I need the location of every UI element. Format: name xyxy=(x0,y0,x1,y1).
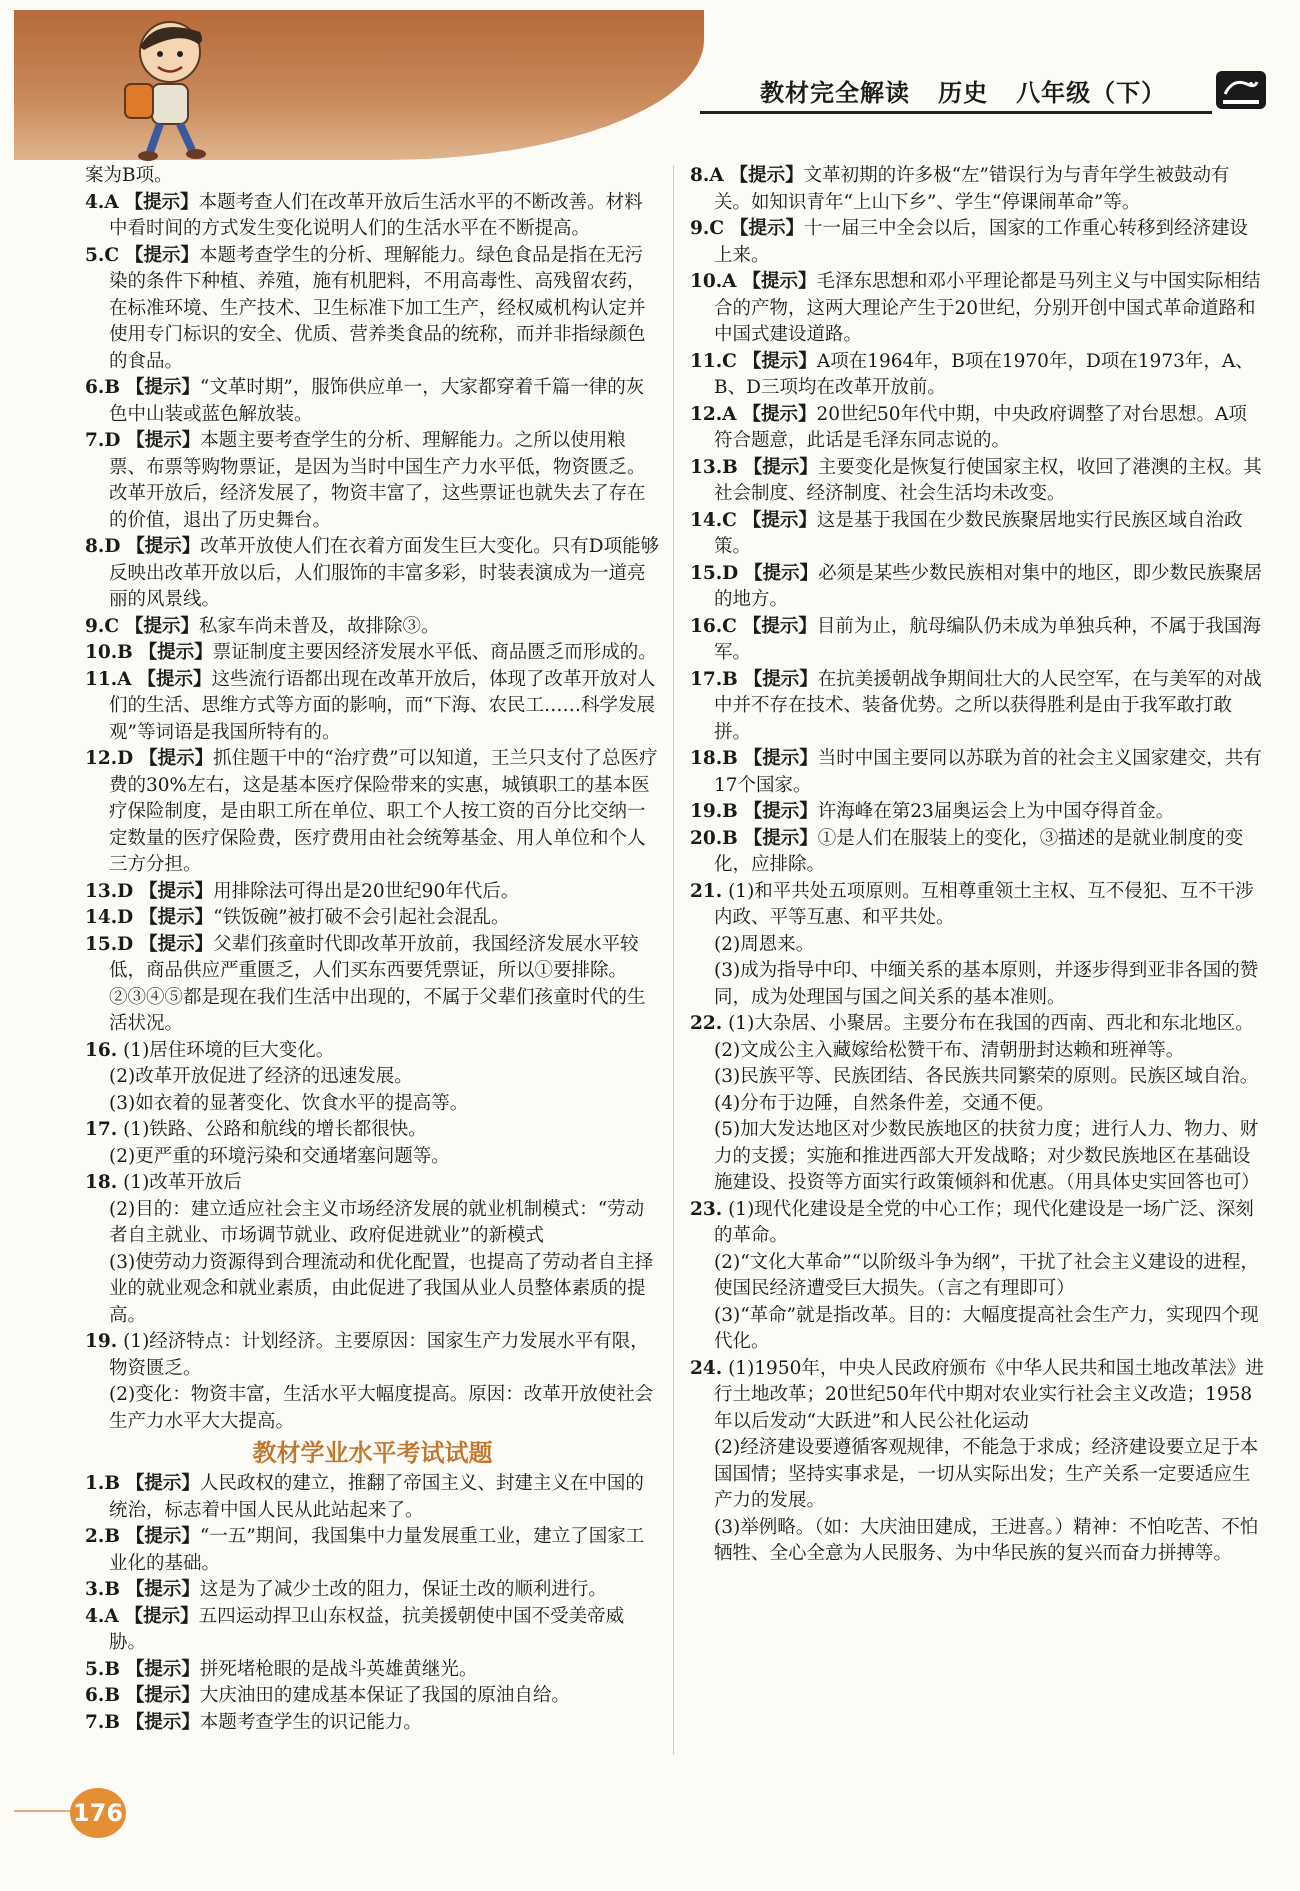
answer-number: 19. xyxy=(85,1331,118,1352)
answer-text: (1)大杂居、小聚居。主要分布在我国的西南、西北和东北地区。 xyxy=(728,1013,1254,1034)
answer-item xyxy=(690,1038,1265,1065)
hint-label: 【提示】 xyxy=(743,801,818,822)
answer-text: 案为B项。 xyxy=(85,165,173,186)
answer-item xyxy=(85,932,660,1038)
hint-label: 【提示】 xyxy=(743,827,818,849)
answer-number: 12.D xyxy=(85,748,134,769)
hint-label: 【提示】 xyxy=(139,880,214,902)
answer-item xyxy=(85,614,660,641)
hint-label: 【提示】 xyxy=(744,562,819,584)
answer-number: 10.B xyxy=(85,642,133,663)
answer-number: 24. xyxy=(690,1357,723,1379)
answer-item xyxy=(85,375,660,428)
answer-text: “铁饭碗”被打破不会引起社会混乱。 xyxy=(213,907,510,928)
answer-text: (2)经济建设要遵循客观规律，不能急于求成；经济建设要立足于本国国情；坚持实事求是，一切从实际出发；生产关系一定要适应生产力的发展。 xyxy=(714,1437,1259,1511)
hint-label: 【提示】 xyxy=(124,191,199,213)
answer-item xyxy=(85,1250,660,1330)
hint-label: 【提示】 xyxy=(125,1658,200,1680)
answer-item xyxy=(690,1250,1265,1303)
answer-text: (2)变化：物资丰富，生活水平大幅度提高。原因：改革开放使社会生产力水平大大提高。 xyxy=(109,1384,654,1432)
answer-text: 在抗美援朝战争期间壮大的人民空军，在与美军的对战中并不存在技术、装备优势。之所以获得胜利是由于我军敢打敢拼。 xyxy=(714,668,1262,743)
answer-item xyxy=(85,1197,660,1250)
answer-item xyxy=(85,190,660,243)
answer-text: 20世纪50年代中期，中央政府调整了对台思想。A项符合题意，此话是毛泽东同志说的。 xyxy=(714,403,1247,451)
answer-text: (2)更严重的环境污染和交通堵塞问题等。 xyxy=(109,1145,450,1167)
answer-item xyxy=(690,826,1265,879)
answer-item xyxy=(85,879,660,906)
answer-text: 父辈们孩童时代即改革开放前，我国经济发展水平较低，商品供应严重匮乏，人们买东西要凭票证，所以①要排除。②③④⑤都是现在我们生活中出现的，不属于父辈们孩童时代的生活状况。 xyxy=(109,933,646,1034)
answer-number: 8.D xyxy=(85,536,121,557)
page-header xyxy=(700,65,1270,115)
answer-number: 20.B xyxy=(690,827,738,849)
answer-number: 18.B xyxy=(690,748,738,769)
answer-item xyxy=(85,1710,660,1737)
answer-text: 拼死堵枪眼的是战斗英雄黄继光。 xyxy=(199,1658,478,1680)
answer-number: 18. xyxy=(85,1172,118,1193)
answer-text: (2)文成公主入藏嫁给松赞干布、清朝册封达赖和班禅等。 xyxy=(714,1039,1185,1061)
answer-number: 8.A xyxy=(690,165,724,186)
answer-text: “文革时期”，服饰供应单一，大家都穿着千篇一律的灰色中山装或蓝色解放装。 xyxy=(109,377,645,425)
answer-text: 本题主要考查学生的分析、理解能力。之所以使用粮票、布票等购物票证，是因为当时中国生产力水平低，物资匮乏。改革开放后，经济发展了，物资丰富了，这些票证也就失去了存在的价值，退出了历史舞台。 xyxy=(109,430,646,531)
hint-label: 【提示】 xyxy=(729,218,804,239)
hint-label: 【提示】 xyxy=(125,1579,200,1600)
answer-text: 用排除法可得出是20世纪90年代后。 xyxy=(213,880,520,902)
answer-text: 大庆油田的建成基本保证了我国的原油自给。 xyxy=(199,1685,570,1706)
answer-number: 19.B xyxy=(690,801,738,822)
answer-number: 13.D xyxy=(85,880,134,902)
answer-item xyxy=(690,455,1265,508)
answer-item xyxy=(85,428,660,534)
answer-item xyxy=(85,1091,660,1118)
answer-item xyxy=(690,508,1265,561)
answer-item xyxy=(85,1577,660,1604)
hint-label: 【提示】 xyxy=(126,536,201,557)
hint-label: 【提示】 xyxy=(742,615,817,637)
answer-text: 主要变化是恢复行使国家主权，收回了港澳的主权。其社会制度、经济制度、社会生活均未改变。 xyxy=(714,456,1262,504)
hint-label: 【提示】 xyxy=(729,165,804,186)
answer-item xyxy=(690,269,1265,349)
answer-item xyxy=(690,1011,1265,1038)
answer-text: (1)铁路、公路和航线的增长都很快。 xyxy=(123,1119,427,1140)
answer-item xyxy=(85,534,660,614)
answer-text: (3)举例略。（如：大庆油田建成，王进喜。）精神：不怕吃苦、不怕牺牲、全心全意为人民服务、为中华民族的复兴而奋力拼搏等。 xyxy=(714,1516,1259,1564)
answer-text: 私家车尚未普及，故排除③。 xyxy=(198,615,440,637)
hint-label: 【提示】 xyxy=(125,377,200,398)
answer-item xyxy=(690,1515,1265,1568)
hint-label: 【提示】 xyxy=(139,933,214,955)
hint-label: 【提示】 xyxy=(124,615,199,637)
hint-label: 【提示】 xyxy=(139,748,214,769)
answer-number: 6.B xyxy=(85,1685,120,1706)
answer-text: (3)民族平等、民族团结、各民族共同繁荣的原则。民族区域自治。 xyxy=(714,1066,1259,1087)
answer-item xyxy=(85,905,660,932)
answer-item xyxy=(85,1524,660,1577)
answer-text: 毛泽东思想和邓小平理论都是马列主义与中国实际相结合的产物，这两大理论产生于20世纪，分别开创中国式革命道路和中国式建设道路。 xyxy=(714,271,1261,345)
answer-text: (2)目的：建立适应社会主义市场经济发展的就业机制模式：“劳动者自主就业、市场调节就业、政府促进就业”的新模式 xyxy=(109,1198,645,1246)
answer-text: (3)使劳动力资源得到合理流动和优化配置，也提高了劳动者自主择业的就业观念和就业素质，由此促进了我国从业人员整体素质的提高。 xyxy=(109,1251,654,1326)
answer-text: 票证制度主要因经济发展水平低、商品匮乏而形成的。 xyxy=(212,642,657,663)
hint-label: 【提示】 xyxy=(139,907,214,928)
page-number: 176 xyxy=(70,1788,126,1838)
answer-number: 7.B xyxy=(85,1711,120,1733)
answer-number: 15.D xyxy=(85,933,134,955)
answer-text: (1)1950年，中央人民政府颁布《中华人民共和国土地改革法》进行土地改革；20世纪50年代中期对农业实行社会主义改造；1958年以后发动“大跃进”和人民公社化运动 xyxy=(714,1357,1264,1432)
hint-label: 【提示】 xyxy=(125,1685,200,1706)
answer-item xyxy=(690,932,1265,959)
answer-text: (1)改革开放后 xyxy=(123,1172,242,1193)
answer-text: 本题考查学生的分析、理解能力。绿色食品是指在无污染的条件下种植、养殖，施有机肥料，不用高毒性、高残留农药，在标准环境、生产技术、卫生标准下加工生产，经权威机构认定并使用专门标识的安全、优质、营养类食品的统称，而并非指绿颜色的食品。 xyxy=(109,244,646,372)
hint-label: 【提示】 xyxy=(742,509,817,531)
answer-text: 抓住题干中的“治疗费”可以知道，王兰只支付了总医疗费的30%左右，这是基本医疗保险带来的实惠，城镇职工的基本医疗保险制度，是由职工所在单位、职工个人按工资的百分比交纳一定数量的医疗保险费，医疗费用由社会统筹基金、用人单位和个人三方分担。 xyxy=(109,748,658,875)
answer-number: 14.C xyxy=(690,509,737,531)
answer-item xyxy=(690,1303,1265,1356)
answer-item xyxy=(690,879,1265,932)
answer-item xyxy=(85,243,660,376)
answer-item xyxy=(85,667,660,747)
answer-number: 3.B xyxy=(85,1579,120,1600)
answer-text: (1)和平共处五项原则。互相尊重领土主权、互不侵犯、互不干涉内政、平等互惠、和平共处。 xyxy=(714,880,1254,928)
answer-text: (5)加大发达地区对少数民族地区的扶贫力度；进行人力、物力、财力的支援；实施和推进西部大开发战略；对少数民族地区在基础设施建设、投资等方面实行政策倾斜和优惠。（用具体史实回答也可） xyxy=(714,1119,1260,1193)
answer-item xyxy=(85,1471,660,1524)
answer-number: 5.C xyxy=(85,244,120,266)
answer-text: (3)成为指导中印、中缅关系的基本原则，并逐步得到亚非各国的赞同，成为处理国与国之间关系的基本准则。 xyxy=(714,960,1259,1008)
answer-item xyxy=(690,1091,1265,1118)
hint-label: 【提示】 xyxy=(743,456,818,478)
answer-text: 改革开放使人们在衣着方面发生巨大变化。只有D项能够反映出改革开放以后，人们服饰的丰富多彩，时装表演成为一道亮丽的风景线。 xyxy=(109,536,660,610)
cartoon-boy-mascot-icon xyxy=(110,12,230,162)
left-answer-column xyxy=(85,163,660,1736)
answer-number: 9.C xyxy=(690,218,725,239)
answer-text: (3)如衣着的显著变化、饮食水平的提高等。 xyxy=(109,1092,469,1114)
answer-item xyxy=(85,1170,660,1197)
book-title: 教材完全解读 历史 八年级（下） xyxy=(760,79,1167,107)
answer-item xyxy=(85,1064,660,1091)
answer-number: 14.D xyxy=(85,907,134,928)
answer-number: 10.A xyxy=(690,271,737,292)
answer-text: 当时中国主要同以苏联为首的社会主义国家建交，共有17个国家。 xyxy=(714,748,1262,796)
answer-item xyxy=(690,402,1265,455)
answer-list-exam xyxy=(85,1471,660,1736)
answer-text: (4)分布于边陲，自然条件差，交通不便。 xyxy=(714,1092,1055,1114)
answer-text: (3)“革命”就是指改革。目的：大幅度提高社会生产力，实现四个现代化。 xyxy=(714,1304,1259,1352)
answer-item xyxy=(85,1038,660,1065)
answer-number: 15.D xyxy=(690,562,739,584)
hint-label: 【提示】 xyxy=(743,668,818,690)
answer-item xyxy=(690,561,1265,614)
answer-number: 17. xyxy=(85,1119,118,1140)
answer-number: 17.B xyxy=(690,668,738,690)
answer-text: ①是人们在服装上的变化，③描述的是就业制度的变化，应排除。 xyxy=(714,827,1244,875)
hint-label: 【提示】 xyxy=(742,350,817,372)
hint-label: 【提示】 xyxy=(137,668,212,690)
hint-label: 【提示】 xyxy=(125,1473,200,1494)
answer-text: (2)周恩来。 xyxy=(714,933,815,955)
answer-item xyxy=(690,958,1265,1011)
answer-item xyxy=(85,1604,660,1657)
answer-item xyxy=(85,746,660,879)
answer-item xyxy=(690,349,1265,402)
answer-item xyxy=(690,1197,1265,1250)
answer-item xyxy=(85,1683,660,1710)
hint-label: 【提示】 xyxy=(743,748,818,769)
answer-text: 本题考查学生的识记能力。 xyxy=(199,1711,422,1733)
answer-text: 这是为了减少土改的阻力，保证土改的顺利进行。 xyxy=(199,1579,607,1600)
publisher-logo-icon xyxy=(1215,70,1267,110)
hint-label: 【提示】 xyxy=(125,1526,200,1547)
answer-item xyxy=(690,1435,1265,1515)
answer-item xyxy=(690,216,1265,269)
answer-number: 6.B xyxy=(85,377,120,398)
answer-number: 11.C xyxy=(690,350,737,372)
answer-text: 文革初期的许多极“左”错误行为与青年学生被鼓动有关。如知识青年“上山下乡”、学生“停课闹革命”等。 xyxy=(714,165,1230,213)
answer-number: 9.C xyxy=(85,615,120,637)
answer-number: 2.B xyxy=(85,1526,120,1547)
answer-number: 4.A xyxy=(85,1605,119,1627)
hint-label: 【提示】 xyxy=(125,1711,200,1733)
answer-text: 目前为止，航母编队仍未成为单独兵种，不属于我国海军。 xyxy=(714,615,1261,663)
answer-item xyxy=(85,1382,660,1435)
answer-item xyxy=(85,1117,660,1144)
column-divider xyxy=(673,165,674,1755)
answer-text: (2)改革开放促进了经济的迅速发展。 xyxy=(109,1066,413,1087)
answer-text: 这是基于我国在少数民族聚居地实行民族区域自治政策。 xyxy=(714,509,1243,557)
right-answer-column xyxy=(690,163,1265,1568)
answer-item xyxy=(85,1144,660,1171)
answer-text: “一五”期间，我国集中力量发展重工业，建立了国家工业化的基础。 xyxy=(109,1526,645,1574)
hint-label: 【提示】 xyxy=(138,642,213,663)
hint-label: 【提示】 xyxy=(124,1605,199,1627)
answer-text: (2)“文化大革命”“以阶级斗争为纲”，干扰了社会主义建设的进程，使国民经济遭受巨大损失。（言之有理即可） xyxy=(714,1251,1260,1299)
answer-list-right xyxy=(690,163,1265,1568)
answer-number: 7.D xyxy=(85,430,121,451)
answer-number: 5.B xyxy=(85,1658,120,1680)
hint-label: 【提示】 xyxy=(124,244,199,266)
answer-number: 22. xyxy=(690,1013,723,1034)
answer-number: 1.B xyxy=(85,1473,120,1494)
answer-number: 16. xyxy=(85,1039,118,1061)
answer-text: 五四运动捍卫山东权益，抗美援朝使中国不受美帝威胁。 xyxy=(109,1605,625,1653)
answer-number: 12.A xyxy=(690,403,737,425)
answer-number: 11.A xyxy=(85,668,132,690)
hint-label: 【提示】 xyxy=(126,430,201,451)
answer-item xyxy=(85,1657,660,1684)
section-heading: 教材学业水平考试试题 xyxy=(252,1439,493,1467)
hint-label: 【提示】 xyxy=(742,403,817,425)
answer-item xyxy=(690,746,1265,799)
answer-text: 这些流行语都出现在改革开放后，体现了改革开放对人们的生活、思维方式等方面的影响，而“下海、农民工……科学发展观”等词语是我国所特有的。 xyxy=(109,668,656,743)
answer-number: 13.B xyxy=(690,456,738,478)
answer-number: 16.C xyxy=(690,615,737,637)
answer-text: (1)现代化建设是全党的中心工作；现代化建设是一场广泛、深刻的革命。 xyxy=(714,1198,1254,1246)
answer-item xyxy=(690,163,1265,216)
answer-item xyxy=(690,1064,1265,1091)
answer-number: 23. xyxy=(690,1198,723,1220)
answer-item xyxy=(85,1329,660,1382)
answer-item xyxy=(690,1117,1265,1197)
answer-text: (1)经济特点：计划经济。主要原因：国家生产力发展水平有限，物资匮乏。 xyxy=(109,1331,649,1379)
answer-item xyxy=(690,614,1265,667)
answer-number: 21. xyxy=(690,880,723,902)
answer-item xyxy=(85,163,660,190)
hint-label: 【提示】 xyxy=(742,271,817,292)
answer-number: 4.A xyxy=(85,191,119,213)
answer-text: 人民政权的建立，推翻了帝国主义、封建主义在中国的统治，标志着中国人民从此站起来了。 xyxy=(109,1473,644,1521)
answer-text: A项在1964年，B项在1970年，D项在1973年，A、B、D三项均在改革开放前。 xyxy=(714,350,1254,398)
answer-text: 许海峰在第23届奥运会上为中国夺得首金。 xyxy=(817,801,1175,822)
answer-item xyxy=(690,799,1265,826)
answer-text: (1)居住环境的巨大变化。 xyxy=(123,1039,335,1061)
answer-text: 十一届三中全会以后，国家的工作重心转移到经济建设上来。 xyxy=(714,218,1248,266)
answer-item xyxy=(690,667,1265,747)
answer-text: 本题考查人们在改革开放后生活水平的不断改善。材料中看时间的方式发生变化说明人们的生活水平在不断提高。 xyxy=(109,191,643,239)
answer-item xyxy=(85,640,660,667)
answer-text: 必须是某些少数民族相对集中的地区，即少数民族聚居的地方。 xyxy=(714,562,1263,610)
answer-item xyxy=(690,1356,1265,1436)
answer-list-left xyxy=(85,163,660,1435)
header-rule xyxy=(700,111,1212,114)
